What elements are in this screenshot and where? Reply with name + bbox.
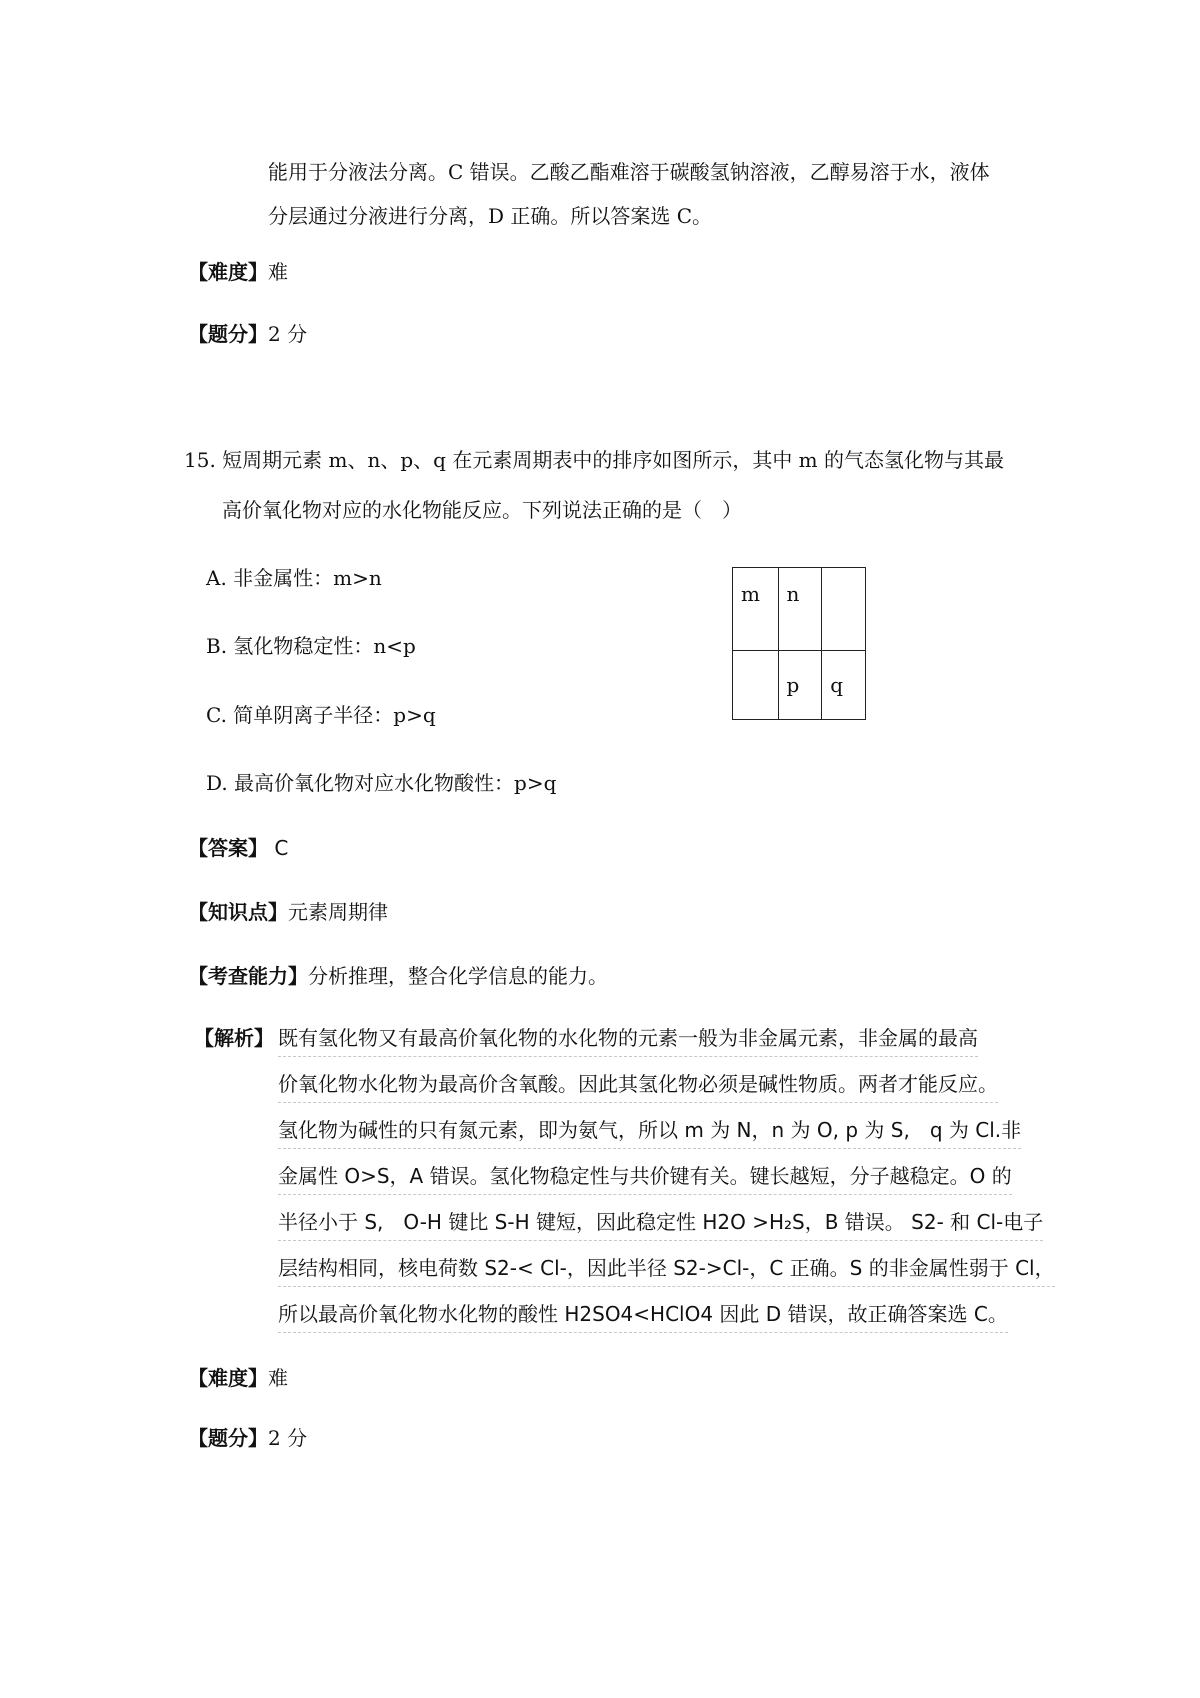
- table-cell: [822, 568, 866, 651]
- periodic-table-fragment: [732, 567, 866, 720]
- analysis-line-3: 氢化物为碱性的只有氮元素，即为氨气，所以 m 为 N，n 为 O, p 为 S, q 为 Cl.非: [278, 1116, 1021, 1149]
- option-c: C. 简单阴离子半径：p>q: [206, 703, 436, 727]
- difficulty-value: 难: [268, 1366, 288, 1390]
- answer-row: [188, 834, 288, 862]
- analysis-line-4: 金属性 O>S，A 错误。氢化物稳定性与共价键有关。键长越短，分子越稳定。O 的: [278, 1162, 1012, 1195]
- score-label: 【题分】: [188, 1426, 268, 1450]
- difficulty-row: [188, 1364, 288, 1392]
- knowledge-value: 元素周期律: [288, 900, 388, 924]
- answer-value: C: [274, 836, 289, 860]
- prev-score-label: 【题分】: [188, 322, 268, 346]
- score-row: [188, 1424, 307, 1452]
- option-b: B. 氢化物稳定性：n<p: [206, 634, 416, 658]
- ability-label: 【考查能力】: [188, 964, 308, 988]
- prev-score-row: [188, 320, 307, 348]
- prev-explanation-line-2: 分层通过分液进行分离，D 正确。所以答案选 C。: [268, 204, 713, 228]
- prev-difficulty-value: 难: [268, 260, 288, 284]
- table-cell: [733, 651, 779, 720]
- table-cell: q: [822, 651, 866, 720]
- prev-difficulty-label: 【难度】: [188, 260, 268, 284]
- table-cell: p: [778, 651, 822, 720]
- difficulty-label: 【难度】: [188, 1366, 268, 1390]
- analysis-line-6: 层结构相同，核电荷数 S2-< Cl-，因此半径 S2->Cl-，C 正确。S 的非金属性弱于 Cl，: [278, 1254, 1055, 1287]
- table-cell: m: [733, 568, 779, 651]
- analysis-line-5: 半径小于 S, O-H 键比 S-H 键短，因此稳定性 H2O >H₂S，B 错误。 S2- 和 Cl-电子: [278, 1208, 1043, 1241]
- prev-score-value: 2 分: [268, 322, 308, 346]
- prev-explanation-line-1: 能用于分液法分离。C 错误。乙酸乙酯难溶于碳酸氢钠溶液，乙醇易溶于水，液体: [268, 160, 990, 184]
- score-value: 2 分: [268, 1426, 308, 1450]
- analysis-label: 【解析】: [194, 1026, 274, 1050]
- analysis-line-1: 既有氢化物又有最高价氧化物的水化物的元素一般为非金属元素，非金属的最高: [278, 1024, 978, 1057]
- table-cell: n: [778, 568, 822, 651]
- question-stem-line-1: 15. 短周期元素 m、n、p、q 在元素周期表中的排序如图所示，其中 m 的气态氢化物与其最: [184, 448, 1005, 472]
- option-d: D. 最高价氧化物对应水化物酸性：p>q: [206, 771, 557, 795]
- answer-label: 【答案】: [188, 836, 268, 860]
- analysis-line-7: 所以最高价氧化物水化物的酸性 H2SO4<HClO4 因此 D 错误，故正确答案选 C。: [278, 1300, 1008, 1333]
- knowledge-label: 【知识点】: [188, 900, 288, 924]
- table-row: [733, 568, 866, 651]
- ability-row: [188, 962, 608, 990]
- prev-difficulty-row: [188, 258, 288, 286]
- ability-value: 分析推理，整合化学信息的能力。: [308, 964, 608, 988]
- knowledge-row: [188, 898, 388, 926]
- option-a: A. 非金属性：m>n: [206, 566, 382, 590]
- analysis-line-2: 价氧化物水化物为最高价含氧酸。因此其氢化物必须是碱性物质。两者才能反应。: [278, 1070, 998, 1103]
- table-row: [733, 651, 866, 720]
- question-stem-line-2: 高价氧化物对应的水化物能反应。下列说法正确的是（ ）: [222, 498, 742, 522]
